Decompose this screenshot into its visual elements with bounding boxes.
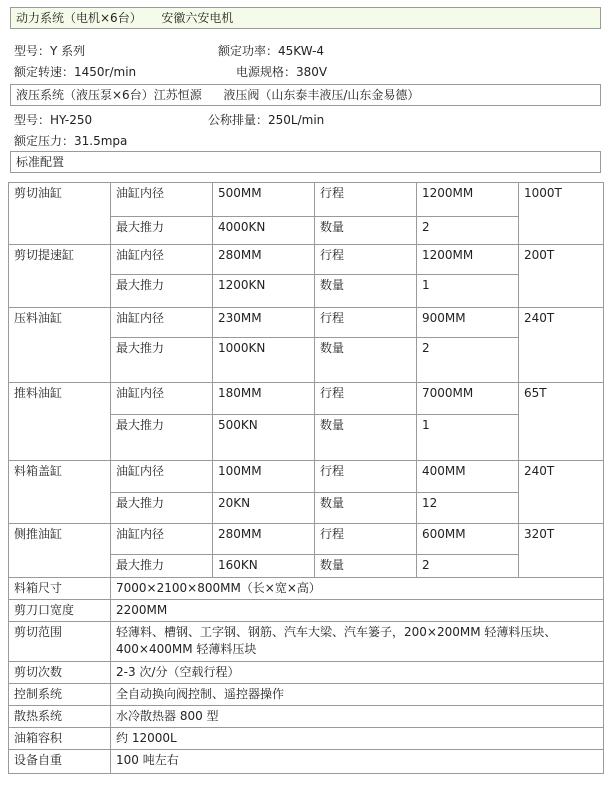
pump-model: 型号：HY-250 <box>14 113 93 127</box>
cylinder-row <box>9 524 604 555</box>
spec-label: 油箱容积 <box>9 728 111 750</box>
cylinder-name: 剪切油缸 <box>9 183 111 245</box>
power-supply: 电源规格：380V <box>236 65 328 79</box>
stroke-value: 400MM <box>417 461 519 493</box>
stroke-label: 行程 <box>315 383 417 415</box>
cylinder-force: 65T <box>519 383 604 461</box>
cylinder-force: 240T <box>519 308 604 383</box>
bore-value: 230MM <box>213 308 315 338</box>
stroke-label: 行程 <box>315 245 417 275</box>
qty-value: 12 <box>417 493 519 524</box>
thrust-label: 最大推力 <box>111 338 213 383</box>
qty-value: 2 <box>417 217 519 245</box>
thrust-value: 1200KN <box>213 275 315 308</box>
power-system-header <box>10 7 601 29</box>
cylinder-name: 推料油缸 <box>9 383 111 461</box>
spec-label: 剪刀口宽度 <box>9 600 111 622</box>
cylinder-row <box>9 461 604 493</box>
cylinder-row <box>9 245 604 275</box>
spec-label: 料箱尺寸 <box>9 578 111 600</box>
spec-value: 轻薄料、槽钢、工字钢、钢筋、汽车大梁、汽车篓子，200×200MM 轻薄料压块、400×400MM 轻薄料压块 <box>111 622 604 662</box>
cylinder-name: 料箱盖缸 <box>9 461 111 524</box>
bore-label: 油缸内径 <box>111 183 213 217</box>
bore-label: 油缸内径 <box>111 524 213 555</box>
qty-value: 1 <box>417 415 519 461</box>
spec-row <box>9 706 604 728</box>
spec-row <box>9 600 604 622</box>
bore-label: 油缸内径 <box>111 245 213 275</box>
power-system-title: 动力系统（电机×6台） <box>16 11 142 25</box>
spec-value: 全自动换向阀控制、遥控器操作 <box>111 684 604 706</box>
displacement: 公称排量：250L/min <box>208 113 325 127</box>
cylinder-force: 320T <box>519 524 604 578</box>
thrust-value: 500KN <box>213 415 315 461</box>
qty-label: 数量 <box>315 415 417 461</box>
qty-label: 数量 <box>315 493 417 524</box>
spec-table <box>8 182 604 774</box>
spec-label: 散热系统 <box>9 706 111 728</box>
bore-value: 280MM <box>213 524 315 555</box>
bore-value: 280MM <box>213 245 315 275</box>
cylinder-name: 压料油缸 <box>9 308 111 383</box>
qty-value: 2 <box>417 555 519 578</box>
stroke-value: 1200MM <box>417 183 519 217</box>
motor-model: 型号：Y 系列 <box>14 44 86 58</box>
thrust-value: 20KN <box>213 493 315 524</box>
stroke-value: 900MM <box>417 308 519 338</box>
spec-value: 100 吨左右 <box>111 750 604 774</box>
bore-label: 油缸内径 <box>111 308 213 338</box>
rated-pressure: 额定压力：31.5mpa <box>14 134 128 148</box>
thrust-label: 最大推力 <box>111 275 213 308</box>
hydraulic-system-title: 液压系统（液压泵×6台）江苏恒源 <box>16 88 202 102</box>
spec-label: 设备自重 <box>9 750 111 774</box>
thrust-label: 最大推力 <box>111 415 213 461</box>
spec-row <box>9 662 604 684</box>
spec-row <box>9 728 604 750</box>
spec-row <box>9 750 604 774</box>
standard-config-title: 标准配置 <box>16 155 65 169</box>
stroke-value: 600MM <box>417 524 519 555</box>
cylinder-row <box>9 183 604 217</box>
stroke-value: 1200MM <box>417 245 519 275</box>
spec-value: 7000×2100×800MM（长×宽×高） <box>111 578 604 600</box>
stroke-value: 7000MM <box>417 383 519 415</box>
hydraulic-valve: 液压阀（山东泰丰液压/山东金易德） <box>223 88 420 102</box>
thrust-value: 160KN <box>213 555 315 578</box>
spec-row <box>9 578 604 600</box>
qty-label: 数量 <box>315 338 417 383</box>
bore-label: 油缸内径 <box>111 461 213 493</box>
cylinder-name: 侧推油缸 <box>9 524 111 578</box>
spec-value: 水冷散热器 800 型 <box>111 706 604 728</box>
thrust-label: 最大推力 <box>111 493 213 524</box>
bore-value: 100MM <box>213 461 315 493</box>
cylinder-force: 240T <box>519 461 604 524</box>
spec-label: 控制系统 <box>9 684 111 706</box>
thrust-value: 1000KN <box>213 338 315 383</box>
qty-label: 数量 <box>315 555 417 578</box>
qty-label: 数量 <box>315 217 417 245</box>
bore-label: 油缸内径 <box>111 383 213 415</box>
stroke-label: 行程 <box>315 308 417 338</box>
cylinder-row <box>9 308 604 338</box>
standard-config-header <box>10 151 601 173</box>
thrust-value: 4000KN <box>213 217 315 245</box>
thrust-label: 最大推力 <box>111 555 213 578</box>
qty-value: 1 <box>417 275 519 308</box>
qty-value: 2 <box>417 338 519 383</box>
spec-value: 2-3 次/分（空载行程） <box>111 662 604 684</box>
spec-row <box>9 622 604 662</box>
spec-label: 剪切范围 <box>9 622 111 662</box>
power-system-brand: 安徽六安电机 <box>161 11 234 25</box>
cylinder-force: 1000T <box>519 183 604 245</box>
cylinder-row <box>9 383 604 415</box>
stroke-label: 行程 <box>315 461 417 493</box>
rated-power: 额定功率：45KW-4 <box>218 44 325 58</box>
qty-label: 数量 <box>315 275 417 308</box>
cylinder-force: 200T <box>519 245 604 308</box>
stroke-label: 行程 <box>315 183 417 217</box>
stroke-label: 行程 <box>315 524 417 555</box>
spec-label: 剪切次数 <box>9 662 111 684</box>
spec-value: 约 12000L <box>111 728 604 750</box>
bore-value: 180MM <box>213 383 315 415</box>
cylinder-name: 剪切提速缸 <box>9 245 111 308</box>
rated-speed: 额定转速：1450r/min <box>14 65 137 79</box>
bore-value: 500MM <box>213 183 315 217</box>
spec-row <box>9 684 604 706</box>
hydraulic-system-header <box>10 84 601 106</box>
thrust-label: 最大推力 <box>111 217 213 245</box>
spec-value: 2200MM <box>111 600 604 622</box>
